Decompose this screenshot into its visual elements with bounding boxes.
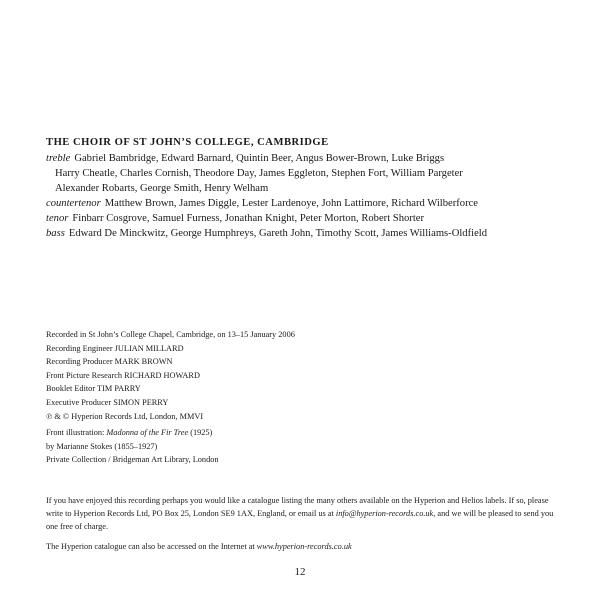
credit-picture-name: RICHARD HOWARD (124, 370, 200, 380)
credit-executive-producer (46, 396, 526, 410)
treble-line-2: Harry Cheatle, Charles Cornish, Theodore Day, James Eggleton, Stephen Fort, William Pargeter (55, 168, 463, 179)
recorded-location: Recorded in St John’s College Chapel, Cambridge, on 13–15 January 2006 (46, 330, 295, 339)
treble-line-3: Alexander Robarts, George Smith, Henry Welham (55, 183, 269, 194)
catalogue-paragraph (46, 494, 558, 533)
credit-engineer-label: Recording Engineer (46, 343, 113, 353)
voice-label-countertenor: countertenor (46, 198, 101, 209)
credit-picture-label: Front Picture Research (46, 370, 123, 380)
catalogue-notice (46, 494, 558, 553)
credit-engineer (46, 342, 526, 356)
credit-producer (46, 355, 526, 369)
countertenor-line (46, 196, 566, 211)
illustration-artist: by Marianne Stokes (1855–1927) (46, 441, 158, 451)
credit-exec-label: Executive Producer (46, 397, 112, 407)
internet-paragraph (46, 540, 558, 553)
catalogue-text-1: If you have enjoyed this recording perhaps you would like a catalogue listing the many others available on the Hyperion and Helios labels. If so, please write to Hyperion Records Ltd, PO Box 25, London SE9 1AX, England, or email us at (46, 496, 549, 518)
credit-producer-name: MARK BROWN (114, 357, 173, 367)
credit-producer-label: Recording Producer (46, 357, 113, 367)
website-link[interactable]: www.hyperion-records.co.uk (256, 542, 352, 551)
credit-booklet-name: TIM PARRY (97, 384, 141, 394)
tenor-names: Finbarr Cosgrove, Samuel Furness, Jonathan Knight, Peter Morton, Robert Shorter (72, 213, 424, 224)
voice-label-bass: bass (46, 228, 65, 239)
illustration-prefix: Front illustration: (46, 428, 105, 438)
credit-picture-research (46, 369, 526, 383)
credit-booklet-label: Booklet Editor (46, 384, 96, 394)
recording-credits (46, 328, 526, 467)
email-link[interactable]: info@hyperion-records.co.uk (335, 509, 434, 518)
choir-roster (46, 136, 566, 241)
choir-title: THE CHOIR OF ST JOHN’S COLLEGE, CAMBRIDGE (46, 137, 329, 148)
internet-text: The Hyperion catalogue can also be accessed on the Internet at (46, 542, 255, 551)
bass-names: Edward De Minckwitz, George Humphreys, Gareth John, Timothy Scott, James Williams-Oldfield (68, 228, 488, 239)
tenor-line (46, 211, 566, 226)
copyright-line: ℗ & © Hyperion Records Ltd, London, MMVI (46, 411, 204, 421)
illustration-year: (1925) (190, 428, 213, 438)
treble-line-1 (46, 151, 566, 166)
bass-line (46, 226, 566, 241)
catalogue-text-2: , and we will be pleased to send you one free of charge. (46, 509, 554, 531)
credit-engineer-name: JULIAN MILLARD (114, 343, 184, 353)
treble-names-1: Gabriel Bambridge, Edward Barnard, Quintin Beer, Angus Bower-Brown, Luke Briggs (74, 153, 445, 164)
illustration-credit (46, 426, 526, 440)
voice-label-treble: treble (46, 153, 71, 164)
voice-label-tenor: tenor (46, 213, 69, 224)
countertenor-names: Matthew Brown, James Diggle, Lester Lardenoye, John Lattimore, Richard Wilberforce (104, 198, 479, 209)
illustration-title: Madonna of the Fir Tree (106, 428, 189, 438)
credit-exec-name: SIMON PERRY (113, 397, 169, 407)
page-number: 12 (294, 566, 306, 578)
credit-booklet-editor (46, 382, 526, 396)
illustration-collection: Private Collection / Bridgeman Art Library, London (46, 455, 219, 465)
